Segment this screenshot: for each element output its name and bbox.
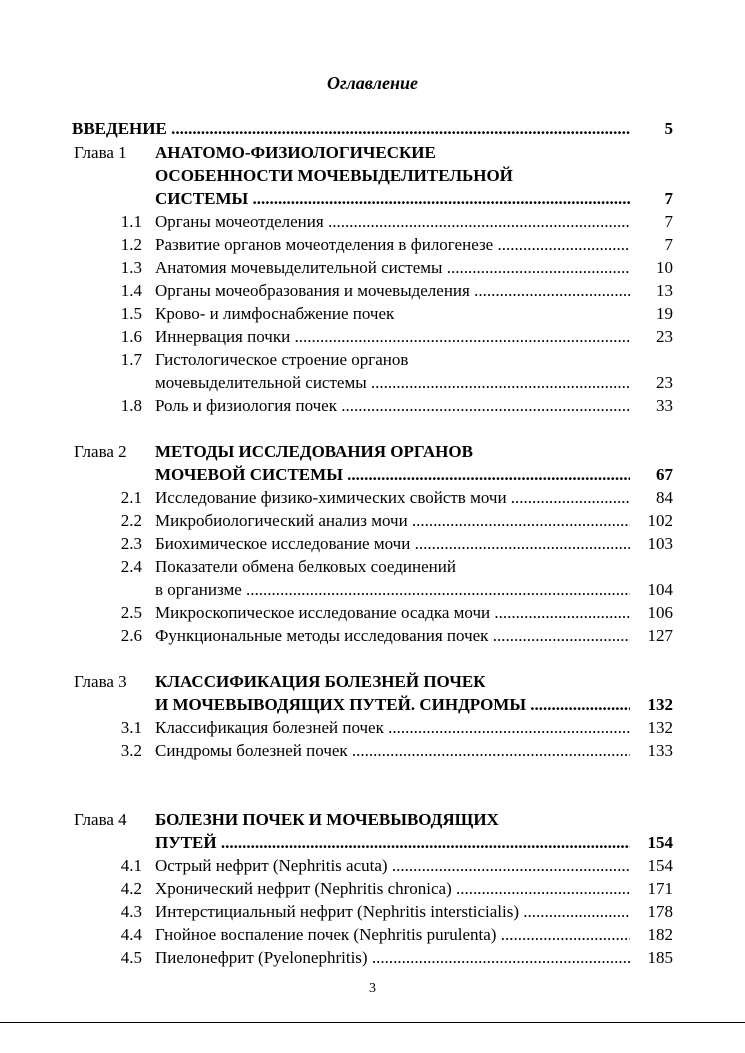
chapter-title-line: СИСТЕМЫ .....	[155, 187, 630, 210]
section-page: 133	[647, 741, 673, 760]
section-title: Интерстициальный нефрит (Nephritis intersticialis) .....	[155, 900, 630, 923]
toc-entry-page: 154	[647, 833, 673, 852]
toc-chapter-2-heading-end[interactable]	[0, 463, 745, 486]
toc-entry-text: ВВЕДЕНИЕ .....	[72, 117, 630, 140]
toc-chapter-3-heading[interactable]	[0, 670, 745, 693]
section-page: 103	[647, 534, 673, 553]
section-page: 19	[656, 304, 673, 323]
toc-section-1-7[interactable]	[0, 348, 745, 371]
section-title: Классификация болезней почек .....	[155, 716, 630, 739]
section-page: 171	[647, 879, 673, 898]
toc-section-1-4[interactable]	[0, 279, 745, 302]
toc-section-2-4-cont[interactable]	[0, 578, 745, 601]
section-title: Микроскопическое исследование осадка мочи .....	[155, 601, 630, 624]
toc-section-4-1[interactable]	[0, 854, 745, 877]
toc-section-1-1[interactable]	[0, 210, 745, 233]
section-number: 1.8	[120, 396, 142, 415]
section-title: Острый нефрит (Nephritis acuta) .....	[155, 854, 630, 877]
section-title: Роль и физиология почек .....	[155, 394, 630, 417]
toc-section-1-6[interactable]	[0, 325, 745, 348]
section-title: Иннервация почки .....	[155, 325, 630, 348]
section-title: Синдромы болезней почек .....	[155, 739, 630, 762]
chapter-label: Глава 3	[74, 672, 127, 691]
toc-section-2-3[interactable]	[0, 532, 745, 555]
chapter-label: Глава 2	[74, 442, 127, 461]
chapter-title-line: ПУТЕЙ .....	[155, 831, 630, 854]
toc-chapter-4-heading[interactable]	[0, 808, 745, 831]
toc-section-4-3[interactable]	[0, 900, 745, 923]
section-number: 4.1	[120, 856, 142, 875]
toc-chapter-1-heading-cont	[0, 164, 745, 187]
section-page: 7	[664, 212, 673, 231]
toc-section-2-1[interactable]	[0, 486, 745, 509]
section-number: 4.3	[120, 902, 142, 921]
chapter-label: Глава 4	[74, 810, 127, 829]
section-title-cont: мочевыделительной системы .....	[155, 371, 630, 394]
section-number: 1.4	[120, 281, 142, 300]
section-page: 104	[647, 580, 673, 599]
section-title: Биохимическое исследование мочи .....	[155, 532, 630, 555]
section-title: Микробиологический анализ мочи .....	[155, 509, 630, 532]
chapter-title-line: МЕТОДЫ ИССЛЕДОВАНИЯ ОРГАНОВ	[155, 442, 473, 461]
chapter-title-line: МОЧЕВОЙ СИСТЕМЫ .....	[155, 463, 630, 486]
toc-section-2-4[interactable]	[0, 555, 745, 578]
toc-section-4-2[interactable]	[0, 877, 745, 900]
section-page: 106	[647, 603, 673, 622]
toc-chapter-2-heading[interactable]	[0, 440, 745, 463]
chapter-title-line: И МОЧЕВЫВОДЯЩИХ ПУТЕЙ. СИНДРОМЫ .....	[155, 693, 630, 716]
section-number: 3.1	[120, 718, 142, 737]
toc-chapter-1-heading[interactable]	[0, 141, 745, 164]
section-title: Пиелонефрит (Pyelonephritis) .....	[155, 946, 630, 969]
section-page: 132	[647, 718, 673, 737]
section-number: 1.6	[120, 327, 142, 346]
toc-section-1-5[interactable]	[0, 302, 745, 325]
toc-section-1-8[interactable]	[0, 394, 745, 417]
section-number: 2.3	[120, 534, 142, 553]
section-title: Хронический нефрит (Nephritis chronica) .....	[155, 877, 630, 900]
section-page: 23	[656, 373, 673, 392]
section-title-cont: в организме .....	[155, 578, 630, 601]
section-title: Органы мочеобразования и мочевыделения .....	[155, 279, 630, 302]
section-number: 4.2	[120, 879, 142, 898]
section-title: Функциональные методы исследования почек .....	[155, 624, 630, 647]
section-title: Развитие органов мочеотделения в филогенезе .....	[155, 233, 630, 256]
toc-section-3-2[interactable]	[0, 739, 745, 762]
section-page: 7	[664, 235, 673, 254]
section-title: Анатомия мочевыделительной системы .....	[155, 256, 630, 279]
section-title: Органы мочеотделения .....	[155, 210, 630, 233]
bottom-divider	[0, 1022, 745, 1023]
chapter-title-line: БОЛЕЗНИ ПОЧЕК И МОЧЕВЫВОДЯЩИХ	[155, 810, 499, 829]
section-number: 3.2	[120, 741, 142, 760]
section-title: Гистологическое строение органов	[155, 350, 409, 369]
section-title: Исследование физико-химических свойств мочи .....	[155, 486, 630, 509]
section-number: 2.5	[120, 603, 142, 622]
toc-section-4-5[interactable]	[0, 946, 745, 969]
section-page: 154	[647, 856, 673, 875]
toc-entry-page: 7	[664, 189, 673, 208]
toc-chapter-4-heading-end[interactable]	[0, 831, 745, 854]
section-number: 1.1	[120, 212, 142, 231]
toc-section-1-7-cont[interactable]	[0, 371, 745, 394]
toc-chapter-1-heading-end[interactable]	[0, 187, 745, 210]
section-page: 182	[647, 925, 673, 944]
section-number: 2.2	[120, 511, 142, 530]
section-page: 13	[656, 281, 673, 300]
section-number: 2.1	[120, 488, 142, 507]
chapter-title-line: ОСОБЕННОСТИ МОЧЕВЫДЕЛИТЕЛЬНОЙ	[155, 166, 513, 185]
section-title: Крово- и лимфоснабжение почек	[155, 304, 395, 323]
toc-entry-page: 5	[664, 119, 673, 138]
toc-section-2-2[interactable]	[0, 509, 745, 532]
section-title: Гнойное воспаление почек (Nephritis purulenta) .....	[155, 923, 630, 946]
chapter-title-line: АНАТОМО-ФИЗИОЛОГИЧЕСКИЕ	[155, 143, 436, 162]
toc-entry-page: 67	[656, 465, 673, 484]
toc-section-1-3[interactable]	[0, 256, 745, 279]
toc-chapter-3-heading-end[interactable]	[0, 693, 745, 716]
toc-section-2-5[interactable]	[0, 601, 745, 624]
section-number: 2.6	[120, 626, 142, 645]
section-number: 1.7	[120, 350, 142, 369]
section-page: 84	[656, 488, 673, 507]
section-page: 102	[647, 511, 673, 530]
section-page: 23	[656, 327, 673, 346]
section-title: Показатели обмена белковых соединений	[155, 557, 456, 576]
section-page: 185	[647, 948, 673, 967]
toc-section-2-6[interactable]	[0, 624, 745, 647]
toc-entry-introduction[interactable]	[0, 117, 745, 140]
section-page: 10	[656, 258, 673, 277]
chapter-title-line: КЛАССИФИКАЦИЯ БОЛЕЗНЕЙ ПОЧЕК	[155, 672, 486, 691]
section-number: 4.5	[120, 948, 142, 967]
section-number: 1.5	[120, 304, 142, 323]
chapter-label: Глава 1	[74, 143, 127, 162]
section-number: 1.2	[120, 235, 142, 254]
section-number: 2.4	[120, 557, 142, 576]
toc-section-3-1[interactable]	[0, 716, 745, 739]
section-page: 127	[647, 626, 673, 645]
toc-section-1-2[interactable]	[0, 233, 745, 256]
page-number: 3	[369, 981, 376, 996]
section-number: 1.3	[120, 258, 142, 277]
toc-section-4-4[interactable]	[0, 923, 745, 946]
section-number: 4.4	[120, 925, 142, 944]
section-page: 178	[647, 902, 673, 921]
toc-title: Оглавление	[327, 73, 418, 93]
section-page: 33	[656, 396, 673, 415]
toc-entry-page: 132	[647, 695, 673, 714]
